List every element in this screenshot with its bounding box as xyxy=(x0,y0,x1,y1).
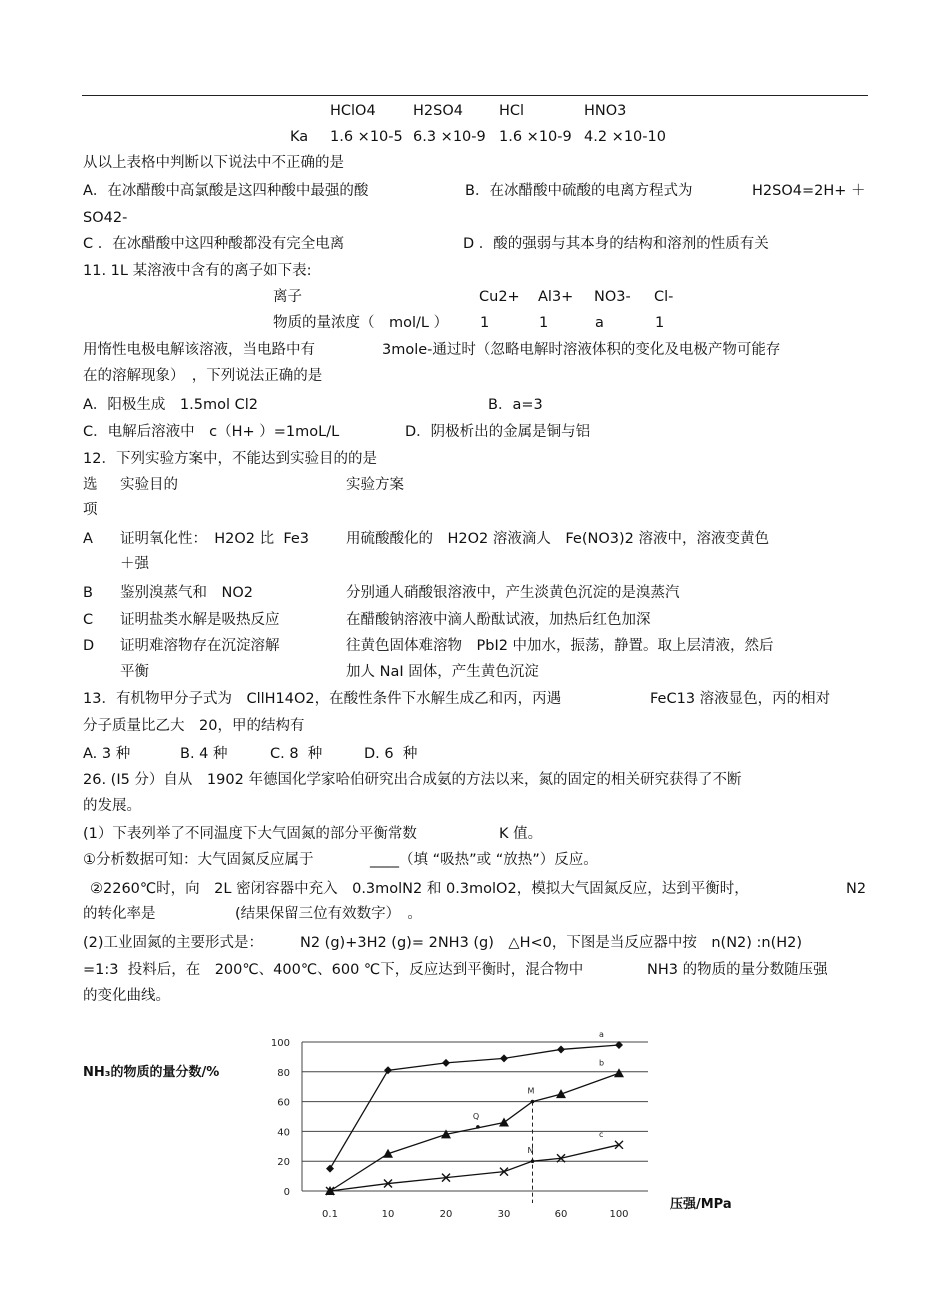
series-b-point xyxy=(614,1068,624,1077)
q13-option-d: D. 6 种 xyxy=(364,746,418,762)
q12-row-c-purpose: 证明盐类水解是吸热反应 xyxy=(120,612,280,628)
ion-cu: Cu2+ xyxy=(479,289,520,305)
conc-no3: a xyxy=(595,315,604,331)
series-line-b xyxy=(330,1073,619,1191)
series-line-a xyxy=(330,1045,619,1169)
series-label-c: c xyxy=(599,1129,604,1139)
series-b-point xyxy=(499,1117,509,1126)
q11-text1b: 3mole-通过时（忽略电解时溶液体积的变化及电极产物可能存 xyxy=(382,342,781,358)
y-tick-label: 40 xyxy=(277,1127,290,1139)
q26-p2a: (2)工业固氮的主要形式是： xyxy=(83,935,264,951)
q11-option-b: B．a=3 xyxy=(488,397,543,413)
q12-row-a-plan: 用硫酸酸化的 H2O2 溶液滴人 Fe(NO3)2 溶液中，溶液变黄色 xyxy=(346,531,769,547)
series-a-point xyxy=(326,1165,334,1173)
x-tick-label: 60 xyxy=(554,1209,568,1220)
header-hcl: HCl xyxy=(499,103,525,119)
q12-row-b-plan: 分别通人硝酸银溶液中，产生淡黄色沉淀的是溴蒸汽 xyxy=(346,585,680,601)
annotation-label: M xyxy=(527,1086,535,1096)
q12-row-a-opt: A xyxy=(83,531,93,547)
q10-option-c: C ．在冰醋酸中这四种酸都没有完全电离 xyxy=(83,236,345,252)
q13-option-a: A. 3 种 xyxy=(83,746,131,762)
q11-option-a: A．阳极生成 1.5mol Cl2 xyxy=(83,397,258,413)
q12-row-d-plan: 往黄色固体难溶物 PbI2 中加水，振荡，静置。取上层清液，然后 xyxy=(346,638,774,654)
y-tick-label: 60 xyxy=(277,1097,290,1109)
q12-col3: 实验方案 xyxy=(346,477,404,493)
x-tick-label: 20 xyxy=(439,1209,453,1220)
q12-row-c-plan: 在醋酸钠溶液中滴人酚酞试液，加热后红色加深 xyxy=(346,612,651,628)
q11-option-c: C．电解后溶液中 c（H+ ）=1moL/L xyxy=(83,424,340,440)
q12-row-d-purpose2: 平衡 xyxy=(120,664,149,680)
ion-label: 离子 xyxy=(273,289,302,305)
y-tick-label: 0 xyxy=(283,1187,290,1198)
conc-cl: 1 xyxy=(655,315,665,331)
series-b-point xyxy=(556,1089,566,1098)
x-tick-label: 0.1 xyxy=(322,1209,338,1220)
ka-h2so4: 6.3 ×10-9 xyxy=(413,129,486,145)
q26-p2d: NH3 的物质的量分数随压强 xyxy=(647,962,828,978)
q10-option-b-equation: H2SO4=2H+ ＋ xyxy=(752,183,866,199)
header-hno3: HNO3 xyxy=(584,103,627,119)
series-a-point xyxy=(442,1059,450,1067)
q26-p2e: 的变化曲线。 xyxy=(83,988,170,1004)
q11-stem: 11. 1L 某溶液中含有的离子如下表: xyxy=(83,263,312,279)
q12-row-a-purpose: 证明氧化性： H2O2 比 Fe3 xyxy=(120,531,310,547)
q11-text1a: 用惰性电极电解该溶液，当电路中有 xyxy=(83,342,315,358)
ion-cl: Cl- xyxy=(654,289,674,305)
q12-col2: 实验目的 xyxy=(120,477,178,493)
annotation-label: N xyxy=(527,1146,534,1156)
q12-row-d-purpose: 证明难溶物存在沉淀溶解 xyxy=(120,638,280,654)
q12-row-b-opt: B xyxy=(83,585,93,601)
conc-label: 物质的量浓度（ mol/L ） xyxy=(273,315,449,331)
q12-row-d-plan2: 加人 NaI 固体，产生黄色沉淀 xyxy=(346,664,539,680)
y-tick-label: 80 xyxy=(277,1067,290,1079)
ka-hclo4: 1.6 ×10-5 xyxy=(330,129,403,145)
ion-no3: NO3- xyxy=(594,289,631,305)
series-label-b: b xyxy=(599,1058,605,1068)
q26-line2: 的发展。 xyxy=(83,798,141,814)
series-a-point xyxy=(384,1066,392,1074)
q12-row-b-purpose: 鉴别溴蒸气和 NO2 xyxy=(120,585,253,601)
chart-ylabel: NH₃的物质的量分数/% xyxy=(83,1065,220,1080)
q13-line1b: FeC13 溶液显色，丙的相对 xyxy=(650,691,831,707)
x-tick-label: 10 xyxy=(381,1209,395,1220)
conc-cu: 1 xyxy=(480,315,490,331)
q10-stem: 从以上表格中判断以下说法中不正确的是 xyxy=(83,155,344,171)
header-hclo4: HClO4 xyxy=(330,103,376,119)
q13-option-b: B. 4 种 xyxy=(180,746,228,762)
series-a-point xyxy=(557,1045,565,1053)
q26-p1-2a: ②2260℃时，向 2L 密闭容器中充入 0.3molN2 和 0.3molO2，模拟大气固氮反应，达到平衡时， xyxy=(90,881,749,897)
q11-option-d: D．阴极析出的金属是铜与铝 xyxy=(405,424,591,440)
q13-option-c: C. 8 种 xyxy=(270,746,323,762)
nh3-fraction-chart xyxy=(0,1010,950,1250)
q26-p1-2c: 的转化率是 xyxy=(83,906,156,922)
q26-p1-1b: ____（填 “吸热”或 “放热”）反应。 xyxy=(370,852,598,868)
header-h2so4: H2SO4 xyxy=(413,103,463,119)
q26-p1b: K 值。 xyxy=(499,826,543,842)
q10-option-a: A．在冰醋酸中高氯酸是这四种酸中最强的酸 xyxy=(83,183,369,199)
series-label-a: a xyxy=(599,1029,604,1039)
q12-row-d-opt: D xyxy=(83,638,95,654)
ka-hno3: 4.2 ×10-10 xyxy=(584,129,666,145)
y-tick-label: 20 xyxy=(277,1157,290,1169)
annotation-point xyxy=(476,1125,480,1129)
q13-line1a: 13．有机物甲分子式为 CllH14O2，在酸性条件下水解生成乙和丙，丙遇 xyxy=(83,691,562,707)
q12-col1a: 选 xyxy=(83,477,98,493)
q13-line2: 分子质量比乙大 20，甲的结构有 xyxy=(83,718,305,734)
q12-row-c-opt: C xyxy=(83,612,94,628)
q26-p1-2d: (结果保留三位有效数字） 。 xyxy=(235,906,422,922)
q12-row-a-purpose2: ＋强 xyxy=(120,556,149,572)
q12-stem: 12．下列实验方案中，不能达到实验目的的是 xyxy=(83,451,377,467)
q26-p2c: =1:3 投料后，在 200℃、400℃、600 ℃下，反应达到平衡时，混合物中 xyxy=(83,962,584,978)
ka-label: Ka xyxy=(290,129,309,145)
q12-col1b: 项 xyxy=(83,502,98,518)
x-tick-label: 30 xyxy=(497,1209,511,1220)
top-rule xyxy=(82,95,868,96)
series-a-point xyxy=(500,1054,508,1062)
q26-p1-2b: N2 xyxy=(846,881,867,897)
q10-option-b: B．在冰醋酸中硫酸的电离方程式为 xyxy=(465,183,693,199)
q26-line1: 26. (I5 分）自从 1902 年德国化学家哈伯研究出合成氨的方法以来，氮的固定的相关研究获得了不断 xyxy=(83,772,742,788)
q26-p2b: N2 (g)+3H2 (g)= 2NH3 (g) △H<0，下图是当反应器中按 n(N2) :n(H2) xyxy=(300,935,803,951)
q10-option-d: D ．酸的强弱与其本身的结构和溶剂的性质有关 xyxy=(463,236,769,252)
x-tick-label: 100 xyxy=(609,1209,629,1220)
series-line-c xyxy=(330,1145,619,1191)
q26-p1a: (1）下表列举了不同温度下大气固氮的部分平衡常数 xyxy=(83,826,417,842)
annotation-point xyxy=(531,1159,535,1163)
chart-xlabel: 压强/MPa xyxy=(670,1197,732,1212)
q26-p1-1a: ①分析数据可知：大气固氮反应属于 xyxy=(83,852,314,868)
q11-text2: 在的溶解现象） ，下列说法正确的是 xyxy=(83,368,323,384)
ka-hcl: 1.6 ×10-9 xyxy=(499,129,572,145)
ion-al: Al3+ xyxy=(538,289,574,305)
annotation-point xyxy=(531,1100,535,1104)
q10-option-b-cont: SO42- xyxy=(83,210,128,226)
conc-al: 1 xyxy=(539,315,549,331)
y-tick-label: 100 xyxy=(270,1038,290,1049)
annotation-label: Q xyxy=(472,1111,480,1121)
